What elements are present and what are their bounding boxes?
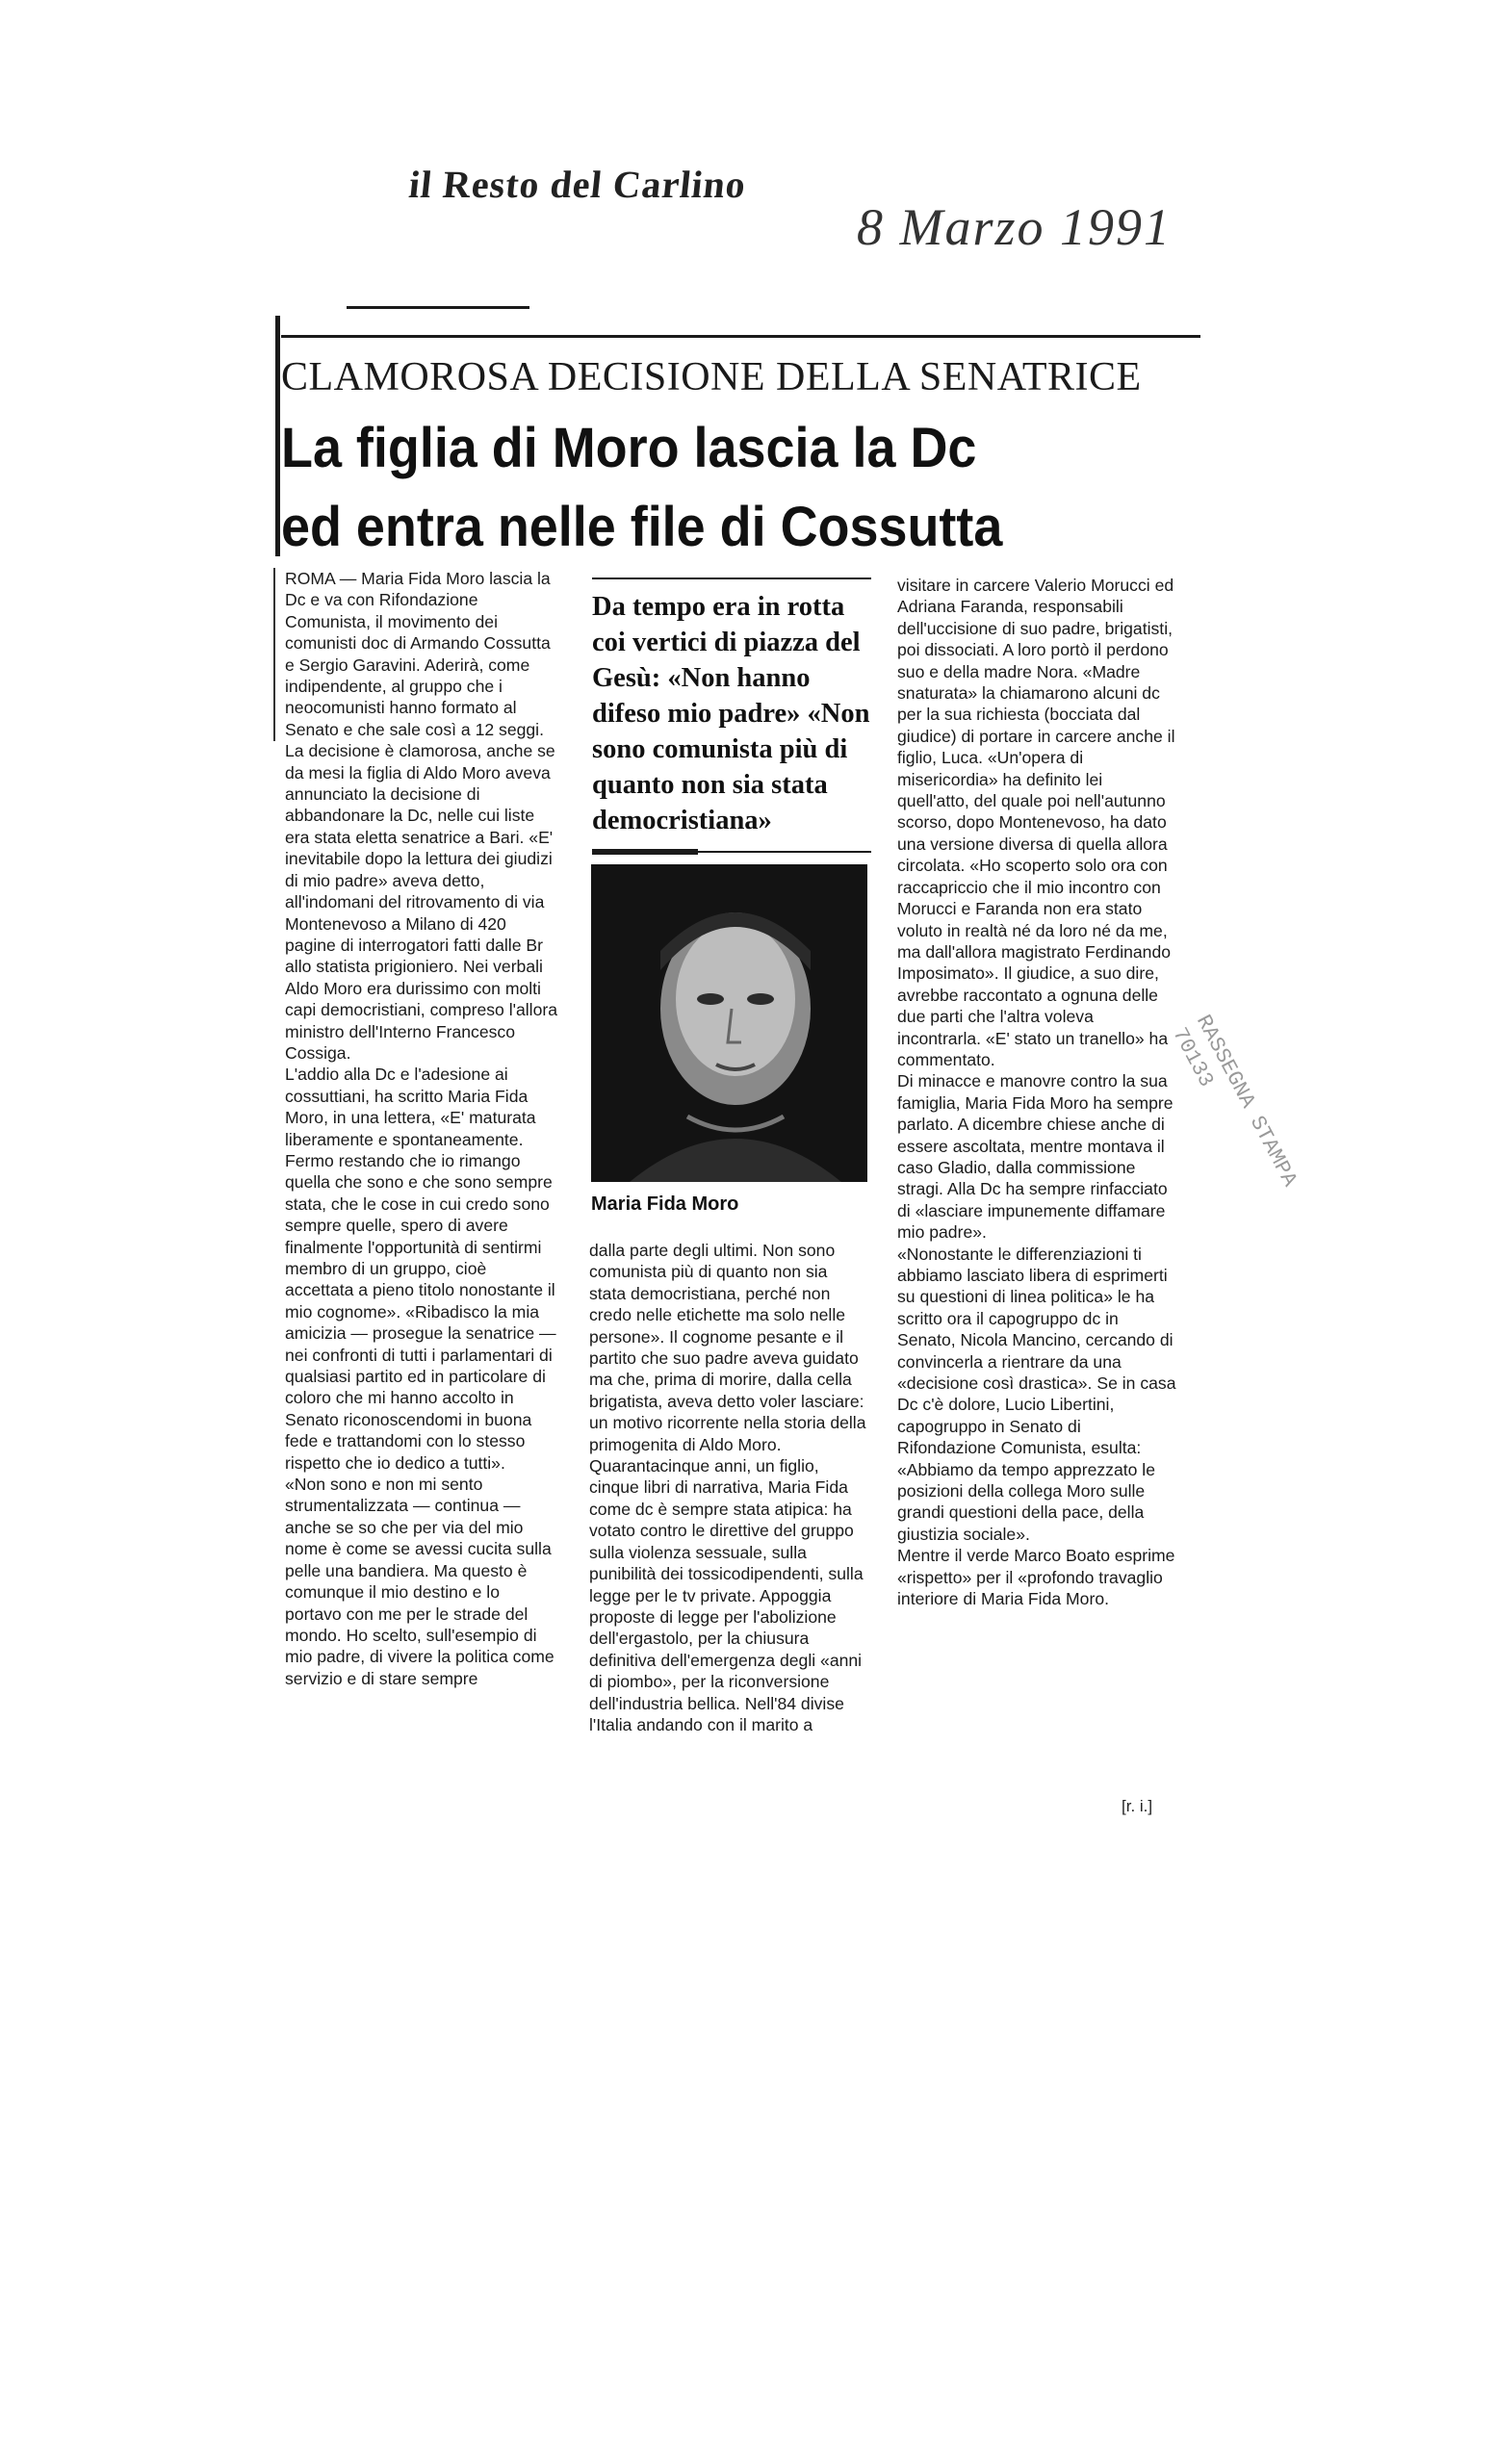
column-1-side-rule xyxy=(273,568,275,741)
photo-caption: Maria Fida Moro xyxy=(591,1194,739,1215)
pull-quote: Da tempo era in rotta coi vertici di piazza del Gesù: «Non hanno difeso mio padre» «Non sono comunista più di quanto non sia stata democristiana» xyxy=(592,592,870,835)
headline-line-2: ed entra nelle file di Cossutta xyxy=(281,496,1003,558)
handwritten-date: 8 Marzo 1991 xyxy=(857,198,1173,256)
headline-line-1: La figlia di Moro lascia la Dc xyxy=(281,417,977,479)
paragraph: La decisione è clamorosa, anche se da mesi la figlia di Aldo Moro aveva annunciato la decisione di abbandonare la Dc, nelle cui liste era stata eletta senatrice a Bari. «E' inevitabile dopo la lettura dei giudizi di mio padre» aveva detto, all'indomani del ritrovamento di via Montenevoso a Milano di 420 pagine di interrogatori fatti dalle Br allo statista prigioniero. Nei verbali Aldo Moro era durissimo con molti capi democristiani, compreso l'allora ministro dell'Interno Francesco Cossiga. xyxy=(285,741,558,1063)
paragraph: dalla parte degli ultimi. Non sono comunista più di quanto non sia stata democristiana, perché non credo nelle etichette ma solo nelle persone». Il cognome pesante e il partito che suo padre aveva guidato ma che, prima di morire, dalla cella brigatista, aveva detto voler lasciare: un motivo ricorrente nella storia della primogenita di Aldo Moro. Quarantacinque anni, un figlio, cinque libri di narrativa, Maria Fida come dc è sempre stata atipica: ha votato contro le direttive del gruppo sulla violenza sessuale, sulla punibilità dei tossicodipendenti, sulla legge per le tv private. Appoggia proposte di legge per l'abolizione dell'ergastolo, per la chiusura definitiva dell'emergenza degli «anni di piombo», per la riconversione dell'industria bellica. Nell'84 divise l'Italia andando con il marito a xyxy=(589,1241,866,1734)
article-column-2 xyxy=(589,1240,868,1735)
top-short-rule xyxy=(347,306,529,309)
archive-stamp: RASSEGNA STAMPA 70133 xyxy=(1167,1011,1303,1192)
paragraph: «Nonostante le differenziazioni ti abbiamo lasciato libera di esprimerti su questioni di linea politica» le ha scritto ora il capogruppo dc in Senato, Nicola Mancino, cercando di convincerla a rientrare da una «decisione così drastica». Se in casa Dc c'è dolore, Lucio Libertini, capogruppo in Senato di Rifondazione Comunista, esulta: «Abbiamo da tempo apprezzato le posizioni della collega Moro sulle grandi questioni della pace, della giustizia sociale». xyxy=(897,1244,1176,1544)
paragraph: Di minacce e manovre contro la sua famiglia, Maria Fida Moro ha sempre parlato. A dicembre chiese anche di essere ascoltata, mentre montava il caso Gladio, dalla commissione stragi. Alla Dc ha sempre rinfacciato di «lasciare impunemente diffamare mio padre». xyxy=(897,1071,1174,1243)
article-column-1 xyxy=(285,568,558,1689)
top-rule xyxy=(281,335,1200,338)
newspaper-masthead: il Resto del Carlino xyxy=(406,163,749,206)
paragraph: ROMA — Maria Fida Moro lascia la Dc e va con Rifondazione Comunista, il movimento dei comunisti doc di Armando Cossutta e Sergio Garavini. Aderirà, come indipendente, al gruppo che i neocomunisti hanno formato al Senato e che sale così a 12 seggi. xyxy=(285,569,551,739)
kicker: CLAMOROSA DECISIONE DELLA SENATRICE xyxy=(281,355,1142,399)
left-vertical-rule xyxy=(275,316,280,556)
paragraph: L'addio alla Dc e l'adesione ai cossuttiani, ha scritto Maria Fida Moro, in una lettera, «E' maturata liberamente e spontaneamente. Fermo restando che io rimango quella che sono e che sono sempre stata, che le cose in cui credo sono sempre quelle, spero di avere finalmente l'opportunità di sentirmi membro di un gruppo, cioè accettata a pieno titolo nonostante il mio cognome». «Ribadisco la mia amicizia — prosegue la senatrice — nei confronti di tutti i parlamentari di qualsiasi partito ed in particolare di coloro che mi hanno accolto in Senato riconoscendomi in buona fede e trattandomi con lo stesso rispetto che io dedico a tutti». xyxy=(285,1065,556,1473)
paragraph: Mentre il verde Marco Boato esprime «rispetto» per il «profondo travaglio interiore di Maria Fida Moro. xyxy=(897,1546,1175,1609)
pull-quote-bottom-accent xyxy=(592,849,698,855)
portrait-photo xyxy=(591,864,867,1182)
author-signoff: [r. i.] xyxy=(1122,1797,1153,1815)
pull-quote-top-rule xyxy=(592,578,871,579)
article-column-3 xyxy=(897,575,1176,1610)
portrait-illustration xyxy=(591,864,867,1182)
paragraph: «Non sono e non mi sento strumentalizzata — continua — anche se so che per via del mio nome è come se avessi cucita sulla pelle una bandiera. Ma questo è comunque il mio destino e lo portavo con me per le strade del mondo. Ho scelto, sull'esempio di mio padre, di vivere la politica come servizio e di stare sempre xyxy=(285,1475,555,1688)
paragraph: visitare in carcere Valerio Morucci ed Adriana Faranda, responsabili dell'uccisione di suo padre, brigatisti, poi dissociati. A loro portò il perdono suo e della madre Nora. «Madre snaturata» la chiamarono alcuni dc per la sua richiesta (bocciata dal giudice) di portare in carcere anche il figlio, Luca. «Un'opera di misericordia» ha definito lei quell'atto, del quale poi nell'autunno scorso, dopo Montenevoso, ha dato una versione diversa di quella allora circolata. «Ho scoperto solo ora con raccapriccio che il mio incontro con Morucci e Faranda non era stato voluto in realtà né da loro né da me, ma dall'allora magistrato Ferdinando Imposimato». Il giudice, a suo dire, avrebbe raccontato a ognuna delle due parti che l'altra voleva incontrarla. «E' stato un tranello» ha commentato. xyxy=(897,576,1175,1069)
headline xyxy=(281,409,1105,567)
